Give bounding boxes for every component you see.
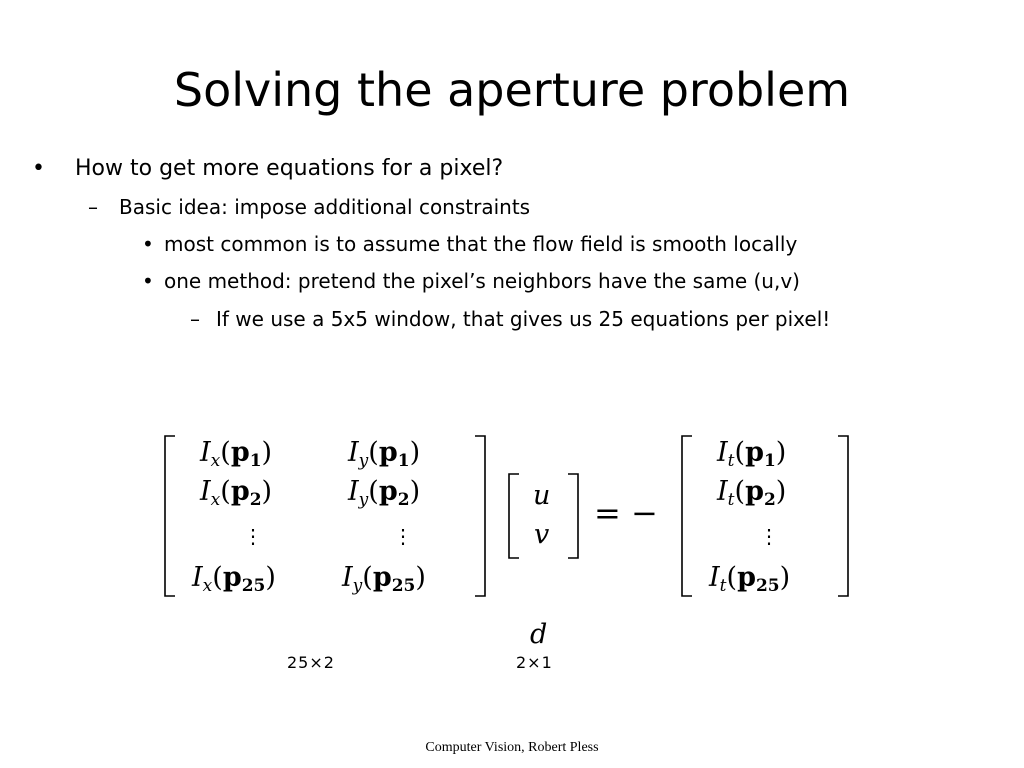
bullet-1-text: How to get more equations for a pixel? [75, 156, 504, 181]
vector-d-u: u [533, 480, 551, 511]
bullet-5-text: If we use a 5x5 window, that gives us 25 equations per pixel! [216, 307, 831, 331]
bullet-marker: – [88, 195, 98, 219]
vector-d-v: v [534, 519, 550, 550]
bullet-2-text: Basic idea: impose additional constraints [119, 195, 531, 219]
matrix-a-cell: $I_x(p_1)$ [200, 437, 273, 471]
rhs-cell: $I_t(p_2)$ [717, 476, 787, 510]
vertical-ellipsis: ⋮ [759, 524, 779, 548]
dim-label-d: 2×1 [516, 653, 553, 672]
bullet-4-text: one method: pretend the pixel’s neighbors have the same (u,v) [164, 269, 800, 293]
matrix-a-cell: $I_y(p_2)$ [348, 476, 421, 510]
matrix-a-cell: $I_x(p_2)$ [200, 476, 273, 510]
vertical-ellipsis: ⋮ [393, 524, 413, 548]
bullet-marker: – [190, 307, 200, 331]
bullet-marker: • [142, 232, 154, 256]
rhs-cell: $I_t(p_1)$ [717, 437, 787, 471]
rhs-cell: $I_t(p_{25})$ [709, 562, 791, 596]
matrix-a-cell: $I_x(p_{25})$ [192, 562, 276, 596]
matrix-a-cell: $I_y(p_{25})$ [342, 562, 426, 596]
bullet-marker: • [32, 156, 45, 181]
equals-sign: = − [594, 494, 658, 532]
footer: Computer Vision, Robert Pless [425, 740, 599, 755]
bullet-3-text: most common is to assume that the flow field is smooth locally [164, 232, 798, 256]
d-label: d [530, 619, 548, 650]
dim-label-a: 25×2 [287, 653, 335, 672]
slide-title: Solving the aperture problem [173, 63, 851, 117]
bullet-marker: • [142, 269, 154, 293]
matrix-a-cell: $I_y(p_1)$ [348, 437, 421, 471]
vertical-ellipsis: ⋮ [243, 524, 263, 548]
